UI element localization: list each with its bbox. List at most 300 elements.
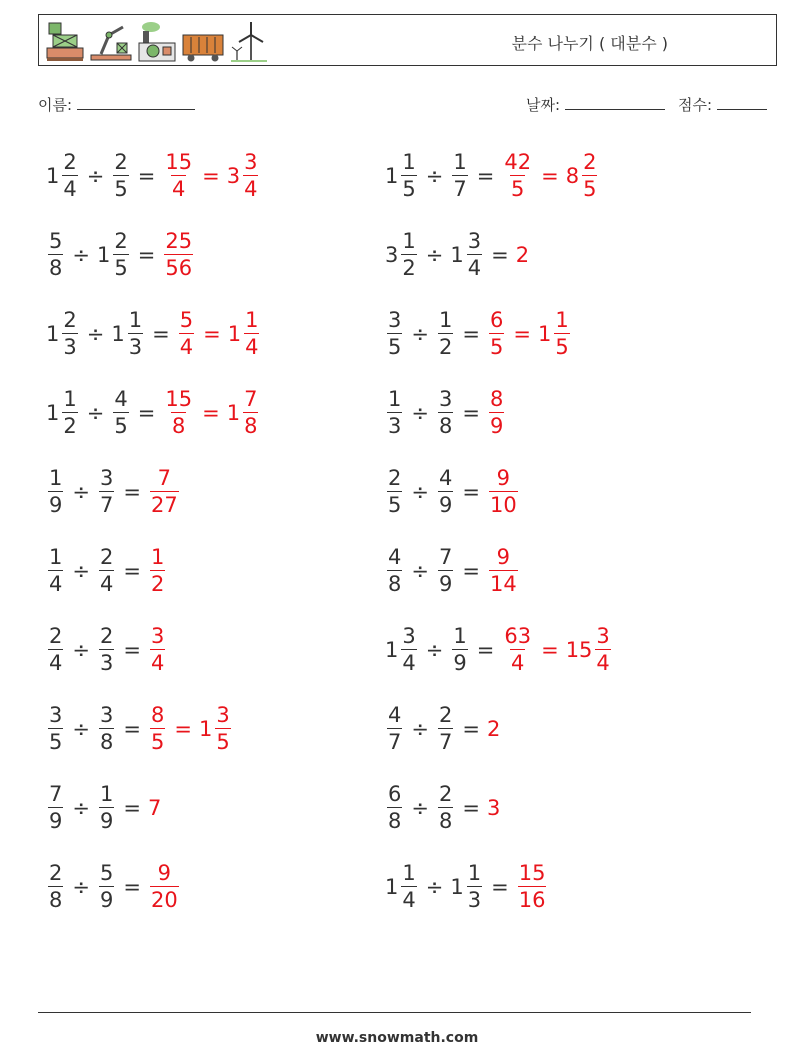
- denominator: 4: [402, 888, 416, 912]
- answer-value: [162, 152, 195, 200]
- denominator: 5: [555, 335, 569, 359]
- answer-value-fraction: [595, 626, 610, 674]
- divisor: [111, 152, 130, 200]
- numerator: 2: [438, 703, 453, 727]
- numerator: 1: [63, 387, 77, 411]
- divisor: [97, 705, 116, 753]
- answer-value: [487, 717, 501, 741]
- answer-value-fraction: [150, 705, 165, 753]
- denominator: 5: [114, 177, 128, 201]
- answer-value-fraction: [582, 152, 597, 200]
- divisor: [450, 863, 484, 911]
- dividend: [385, 389, 404, 437]
- numerator: 5: [49, 229, 63, 253]
- answer: [148, 547, 167, 595]
- problem-20: [385, 857, 548, 917]
- divisor-whole: 1: [111, 322, 125, 346]
- problem-7: [46, 620, 167, 680]
- problem-10: [46, 857, 181, 917]
- numerator: 1: [99, 782, 114, 806]
- divisor: [97, 468, 116, 516]
- dividend-fraction: [48, 705, 63, 753]
- divisor-fraction: [99, 468, 114, 516]
- numerator: 2: [63, 308, 77, 332]
- answer-value-fraction: [243, 389, 258, 437]
- divisor: [450, 231, 484, 279]
- numerator: 7: [438, 545, 453, 569]
- answer-value-whole: 1: [227, 322, 242, 346]
- answer-value-fraction: [164, 152, 193, 200]
- divisor-fraction: [113, 231, 128, 279]
- divide-sign: ÷: [72, 243, 90, 267]
- denominator: 8: [438, 414, 453, 438]
- divide-sign: ÷: [72, 717, 90, 741]
- numerator: 1: [402, 150, 416, 174]
- answer-equals-sign: =: [202, 401, 220, 425]
- divide-sign: ÷: [86, 164, 105, 188]
- date-label: 날짜:: [526, 96, 561, 114]
- freight-car-icon: [181, 21, 225, 63]
- divide-sign: ÷: [72, 875, 90, 899]
- numerator: 8: [150, 703, 165, 727]
- divide-sign: ÷: [411, 480, 429, 504]
- numerator: 15: [518, 861, 546, 885]
- answer-value-fraction: [503, 626, 532, 674]
- numerator: 1: [402, 861, 416, 885]
- date-field: [526, 94, 665, 115]
- numerator: 3: [150, 624, 165, 648]
- divisor-fraction: [113, 389, 128, 437]
- answer-value: [501, 626, 534, 674]
- problem-18: [385, 699, 501, 759]
- answer-equals-sign: =: [513, 322, 531, 346]
- denominator: 3: [99, 651, 114, 675]
- numerator: 3: [402, 624, 416, 648]
- denominator: 2: [402, 256, 416, 280]
- answer-equals-sign: =: [541, 164, 559, 188]
- answer-value: [148, 626, 167, 674]
- equals-sign: =: [152, 322, 170, 346]
- denominator: 9: [99, 809, 114, 833]
- divisor-fraction: [452, 626, 467, 674]
- answer-equals-sign: =: [541, 638, 559, 662]
- dividend-fraction: [401, 152, 416, 200]
- answer-value: [228, 310, 262, 358]
- answer-value-fraction: [215, 705, 230, 753]
- answer-value: [148, 863, 181, 911]
- robot-arm-icon: [89, 21, 133, 63]
- numerator: 3: [99, 466, 114, 490]
- denominator: 5: [583, 177, 597, 201]
- numerator: 1: [150, 545, 165, 569]
- score-field: [678, 94, 767, 115]
- answer-value-whole: 1: [226, 401, 241, 425]
- divisor: [97, 626, 116, 674]
- divisor-fraction: [99, 705, 114, 753]
- wind-turbine-icon: [229, 21, 269, 63]
- dividend: [385, 784, 404, 832]
- divisor-fraction: [467, 863, 482, 911]
- denominator: 4: [402, 651, 416, 675]
- divisor-fraction: [438, 389, 453, 437]
- denominator: 20: [150, 888, 178, 912]
- denominator: 4: [49, 651, 63, 675]
- numerator: 25: [165, 229, 193, 253]
- denominator: 8: [388, 809, 402, 833]
- denominator: 5: [114, 256, 128, 280]
- answer-value: [516, 863, 549, 911]
- numerator: 4: [388, 703, 402, 727]
- divisor: [436, 468, 455, 516]
- numerator: 2: [49, 861, 63, 885]
- answer-value-fraction: [150, 547, 165, 595]
- denominator: 10: [489, 493, 517, 517]
- answer-value-fraction: [489, 310, 504, 358]
- numerator: 8: [489, 387, 504, 411]
- denominator: 56: [165, 256, 193, 280]
- dividend: [385, 705, 404, 753]
- divisor: [450, 626, 469, 674]
- denominator: 9: [438, 493, 453, 517]
- numerator: 2: [99, 624, 114, 648]
- numerator: 7: [49, 782, 63, 806]
- numerator: 2: [438, 782, 453, 806]
- equals-sign: =: [123, 638, 141, 662]
- equals-sign: =: [137, 164, 156, 188]
- dividend: [46, 784, 65, 832]
- numerator: 2: [63, 150, 77, 174]
- dividend: [46, 231, 65, 279]
- denominator: 5: [49, 730, 63, 754]
- answer-value: [227, 152, 261, 200]
- divisor-whole: 1: [450, 875, 464, 899]
- divide-sign: ÷: [411, 401, 429, 425]
- equals-sign: =: [462, 322, 480, 346]
- crates-icon: [45, 21, 85, 63]
- problem-2: [46, 225, 195, 285]
- denominator: 27: [150, 493, 178, 517]
- divisor-fraction: [438, 468, 453, 516]
- numerator: 4: [438, 466, 453, 490]
- answer: [177, 310, 262, 358]
- numerator: 2: [583, 150, 597, 174]
- numerator: 1: [453, 150, 467, 174]
- dividend-whole: 1: [46, 401, 60, 425]
- denominator: 5: [489, 335, 504, 359]
- dividend-whole: 1: [385, 164, 399, 188]
- answer-value: [177, 310, 196, 358]
- denominator: 4: [179, 335, 194, 359]
- numerator: 63: [504, 624, 532, 648]
- dividend-fraction: [387, 389, 402, 437]
- dividend-fraction: [387, 784, 402, 832]
- numerator: 1: [49, 545, 63, 569]
- problem-19: [385, 778, 501, 838]
- dividend-whole: 1: [385, 875, 399, 899]
- dividend: [46, 547, 65, 595]
- dividend-fraction: [387, 705, 402, 753]
- numerator: 5: [179, 308, 194, 332]
- answer-value: [487, 796, 501, 820]
- answer-value: [227, 389, 261, 437]
- answer-value-whole: 8: [565, 164, 580, 188]
- numerator: 3: [216, 703, 230, 727]
- divisor-whole: 1: [450, 243, 464, 267]
- denominator: 4: [63, 177, 77, 201]
- answer-value: [148, 468, 181, 516]
- denominator: 9: [438, 572, 453, 596]
- divide-sign: ÷: [86, 322, 105, 346]
- numerator: 1: [402, 229, 416, 253]
- dividend-fraction: [387, 547, 402, 595]
- equals-sign: =: [476, 638, 495, 662]
- divide-sign: ÷: [425, 243, 444, 267]
- problem-17: [385, 620, 613, 680]
- numerator: 2: [49, 624, 63, 648]
- dividend-fraction: [401, 626, 416, 674]
- numerator: 2: [114, 150, 128, 174]
- divisor-fraction: [99, 626, 114, 674]
- divisor: [436, 784, 455, 832]
- dividend: [46, 310, 80, 358]
- numerator: 6: [388, 782, 402, 806]
- dividend-fraction: [62, 310, 77, 358]
- problem-6: [46, 541, 167, 601]
- numerator: 3: [244, 150, 258, 174]
- problem-1: [46, 146, 260, 206]
- numerator: 2: [99, 545, 114, 569]
- answer-value: [487, 468, 520, 516]
- numerator: 1: [245, 308, 259, 332]
- numerator: 42: [504, 150, 532, 174]
- numerator: 3: [438, 387, 453, 411]
- answer: [148, 468, 181, 516]
- answer-value-whole: 15: [565, 638, 593, 662]
- dividend: [385, 152, 419, 200]
- problem-16: [385, 541, 520, 601]
- dividend-fraction: [48, 468, 63, 516]
- numerator: 7: [157, 466, 172, 490]
- answer-value: [487, 310, 506, 358]
- problem-12: [385, 225, 530, 285]
- numerator: 3: [99, 703, 114, 727]
- date-blank: [565, 95, 665, 110]
- denominator: 4: [49, 572, 63, 596]
- dividend: [385, 468, 404, 516]
- denominator: 9: [49, 493, 63, 517]
- dividend-whole: 1: [46, 164, 60, 188]
- divisor-fraction: [452, 152, 467, 200]
- numerator: 2: [114, 229, 128, 253]
- dividend: [46, 389, 80, 437]
- divide-sign: ÷: [411, 559, 429, 583]
- equals-sign: =: [462, 401, 480, 425]
- problem-5: [46, 462, 181, 522]
- denominator: 2: [63, 414, 77, 438]
- numerator: 1: [555, 308, 569, 332]
- denominator: 7: [453, 177, 467, 201]
- name-label: 이름:: [38, 96, 73, 114]
- answer-value-fraction: [489, 468, 518, 516]
- divisor-fraction: [113, 152, 128, 200]
- answer-value-fraction: [554, 310, 569, 358]
- answer-value-fraction: [503, 152, 532, 200]
- answer-value: [501, 152, 534, 200]
- answer: [487, 468, 520, 516]
- dividend: [46, 626, 65, 674]
- numerator: 15: [165, 387, 193, 411]
- answer: [148, 626, 167, 674]
- denominator: 4: [150, 651, 165, 675]
- answer-value-fraction: [179, 310, 194, 358]
- equals-sign: =: [137, 401, 156, 425]
- answer-value: [162, 389, 195, 437]
- denominator: 8: [388, 572, 402, 596]
- header-icons: [45, 19, 269, 63]
- divide-sign: ÷: [411, 717, 429, 741]
- denominator: 4: [99, 572, 114, 596]
- dividend-fraction: [62, 152, 77, 200]
- answer-value: [148, 547, 167, 595]
- divisor: [97, 863, 116, 911]
- divisor: [450, 152, 469, 200]
- answer-value-fraction: [164, 231, 193, 279]
- answer-value-whole: 3: [226, 164, 241, 188]
- divide-sign: ÷: [72, 559, 90, 583]
- numerator: 9: [496, 466, 511, 490]
- numerator: 4: [388, 545, 402, 569]
- score-blank: [717, 95, 767, 110]
- denominator: 8: [172, 414, 186, 438]
- equals-sign: =: [462, 559, 480, 583]
- dividend: [46, 152, 80, 200]
- equals-sign: =: [462, 480, 480, 504]
- equals-sign: =: [123, 480, 141, 504]
- equals-sign: =: [462, 717, 480, 741]
- dividend-fraction: [401, 231, 416, 279]
- dividend-fraction: [48, 626, 63, 674]
- denominator: 7: [388, 730, 402, 754]
- answer: [148, 863, 181, 911]
- answer-value: [148, 796, 162, 820]
- numerator: 15: [165, 150, 193, 174]
- divisor-fraction: [99, 863, 114, 911]
- equals-sign: =: [491, 875, 509, 899]
- problem-14: [385, 383, 506, 443]
- numerator: 9: [496, 545, 511, 569]
- divide-sign: ÷: [425, 638, 444, 662]
- dividend-whole: 3: [385, 243, 399, 267]
- answer-value-fraction: [164, 389, 193, 437]
- answer-value: [199, 705, 233, 753]
- answer-value: [162, 231, 195, 279]
- equals-sign: =: [123, 717, 141, 741]
- divisor: [97, 231, 131, 279]
- divisor-fraction: [467, 231, 482, 279]
- dividend-whole: 1: [46, 322, 60, 346]
- answer-value-whole: 7: [147, 796, 162, 820]
- dividend: [385, 547, 404, 595]
- denominator: 7: [99, 493, 114, 517]
- denominator: 9: [99, 888, 114, 912]
- numerator: 2: [388, 466, 402, 490]
- answer: [162, 231, 195, 279]
- dividend-fraction: [48, 784, 63, 832]
- answer: [516, 243, 530, 267]
- denominator: 9: [453, 651, 467, 675]
- numerator: 4: [114, 387, 128, 411]
- problem-9: [46, 778, 162, 838]
- answer: [487, 547, 520, 595]
- answer-equals-sign: =: [202, 164, 220, 188]
- denominator: 16: [518, 888, 546, 912]
- denominator: 8: [438, 809, 453, 833]
- denominator: 2: [150, 572, 165, 596]
- denominator: 3: [467, 888, 482, 912]
- answer: [516, 863, 549, 911]
- numerator: 3: [596, 624, 610, 648]
- dividend-fraction: [387, 468, 402, 516]
- divisor-fraction: [438, 310, 453, 358]
- denominator: 3: [63, 335, 77, 359]
- denominator: 8: [99, 730, 114, 754]
- name-blank: [77, 95, 195, 110]
- problem-13: [385, 304, 572, 364]
- name-field: [38, 94, 195, 115]
- divide-sign: ÷: [425, 875, 444, 899]
- divisor-fraction: [128, 310, 143, 358]
- answer-value: [487, 389, 506, 437]
- answer-value: [487, 547, 520, 595]
- answer-value: [566, 626, 613, 674]
- answer-value: [566, 152, 600, 200]
- answer: [487, 796, 501, 820]
- dividend: [385, 310, 404, 358]
- denominator: 8: [49, 888, 63, 912]
- answer-value-whole: 1: [198, 717, 213, 741]
- equals-sign: =: [476, 164, 495, 188]
- divide-sign: ÷: [411, 322, 429, 346]
- score-label: 점수:: [678, 96, 713, 114]
- dividend-fraction: [62, 389, 77, 437]
- denominator: 4: [511, 651, 525, 675]
- denominator: 8: [49, 256, 63, 280]
- problem-11: [385, 146, 599, 206]
- answer: [501, 152, 599, 200]
- answer: [148, 796, 162, 820]
- denominator: 5: [216, 730, 230, 754]
- divisor: [111, 389, 130, 437]
- numerator: 1: [49, 466, 63, 490]
- answer-value-fraction: [244, 310, 259, 358]
- answer: [487, 389, 506, 437]
- answer: [148, 705, 233, 753]
- divisor: [436, 310, 455, 358]
- dividend: [385, 863, 419, 911]
- dividend-fraction: [48, 547, 63, 595]
- denominator: 8: [244, 414, 258, 438]
- denominator: 5: [388, 493, 402, 517]
- equals-sign: =: [123, 559, 141, 583]
- numerator: 1: [128, 308, 143, 332]
- answer-value: [516, 243, 530, 267]
- divisor: [436, 705, 455, 753]
- numerator: 3: [49, 703, 63, 727]
- dividend-fraction: [48, 863, 63, 911]
- divide-sign: ÷: [86, 401, 105, 425]
- denominator: 5: [402, 177, 416, 201]
- footer-divider: [38, 1012, 751, 1013]
